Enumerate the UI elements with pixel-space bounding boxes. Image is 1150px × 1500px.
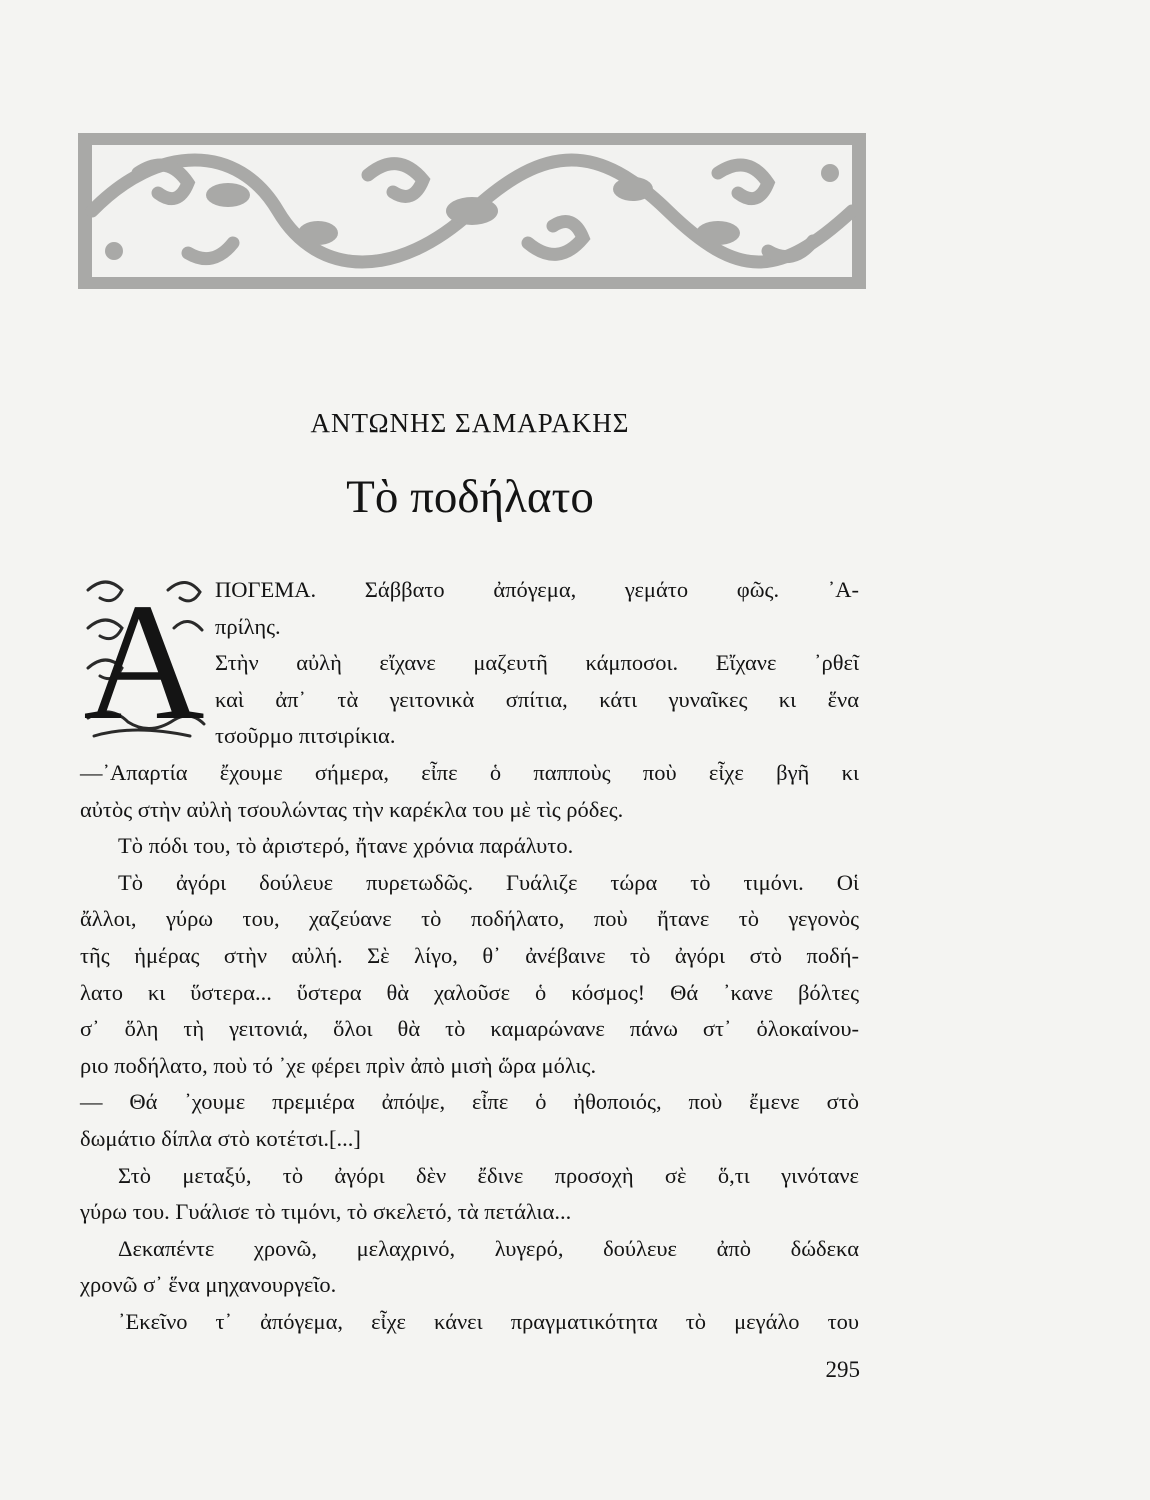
text-line: τῆς ἡμέρας στὴν αὐλή. Σὲ λίγο, θ᾿ ἀνέβαινε τὸ ἀγόρι στὸ ποδή-	[80, 942, 859, 968]
text-line: καὶ ἀπ᾿ τὰ γειτονικὰ σπίτια, κάτι γυναῖκες κι ἕνα	[215, 686, 859, 712]
text-line: ΠΟΓΕΜΑ. Σάββατο ἀπόγεμα, γεμάτο φῶς. ᾿Α-	[215, 577, 859, 602]
text-line: Τὸ πόδι του, τὸ ἀριστερό, ἤτανε χρόνια παράλυτο.	[118, 833, 574, 859]
ornamental-header-band	[78, 133, 866, 289]
text-line: αὐτὸς στὴν αὐλὴ τσουλώντας τὴν καρέκλα του μὲ τὶς ρόδες.	[80, 796, 624, 822]
author-name: ΑΝΤΩΝΗΣ ΣΑΜΑΡΑΚΗΣ	[310, 408, 630, 438]
text-line: σ᾿ ὅλη τὴ γειτονιά, ὅλοι θὰ τὸ καμαρώνανε πάνω στ᾿ ὁλοκαίνου-	[80, 1016, 859, 1042]
text-line: Δεκαπέντε χρονῶ, μελαχρινό, λυγερό, δούλευε ἀπὸ δώδεκα	[118, 1235, 859, 1261]
text-line: Τὸ ἀγόρι δούλευε πυρετωδῶς. Γυάλιζε τώρα τὸ τιμόνι. Οἱ	[118, 869, 859, 895]
story-title: Τὸ ποδήλατο	[346, 471, 594, 523]
text-line: γύρω του. Γυάλισε τὸ τιμόνι, τὸ σκελετό, τὰ πετάλια...	[80, 1199, 572, 1225]
text-line: Στὸ μεταξύ, τὸ ἀγόρι δὲν ἔδινε προσοχὴ σὲ ὅ,τι γινότανε	[118, 1162, 859, 1188]
text-line: λατο κι ὕστερα... ὕστερα θὰ χαλοῦσε ὁ κόσμος! Θά ᾿κανε βόλτες	[80, 979, 859, 1005]
text-line: ριο ποδήλατο, ποὺ τό ᾿χε φέρει πρὶν ἀπὸ μισὴ ὥρα μόλις.	[80, 1052, 597, 1078]
story-text	[80, 572, 859, 1340]
text-line: —᾿Απαρτία ἔχουμε σήμερα, εἶπε ὁ παπποὺς ποὺ εἶχε βγῆ κι	[80, 759, 859, 785]
text-line: τσοῦρμο πιτσιρίκια.	[215, 723, 396, 749]
text-line: — Θά ᾿χουμε πρεμιέρα ἀπόψε, εἶπε ὁ ἠθοποιός, ποὺ ἔμενε στὸ	[80, 1089, 859, 1115]
page-number: 295	[825, 1357, 860, 1382]
drop-cap-letter: Α	[83, 569, 205, 744]
text-line: δωμάτιο δίπλα στὸ κοτέτσι.[...]	[80, 1125, 361, 1151]
text-line: ᾿Εκεῖνο τ᾿ ἀπόγεμα, εἶχε κάνει πραγματικότητα τὸ μεγάλο του	[118, 1308, 859, 1334]
text-line: χρονῶ σ᾿ ἕνα μηχανουργεῖο.	[80, 1272, 337, 1298]
floral-scroll-ornament-icon	[78, 133, 866, 289]
text-line: πρίλης.	[215, 613, 281, 639]
text-line: ἄλλοι, γύρω του, χαζεύανε τὸ ποδήλατο, ποὺ ἤτανε τὸ γεγονὸς	[80, 906, 859, 932]
text-line: Στὴν αὐλὴ εἴχανε μαζευτῆ κάμποσοι. Εἴχανε ᾿ρθεῖ	[215, 650, 859, 676]
